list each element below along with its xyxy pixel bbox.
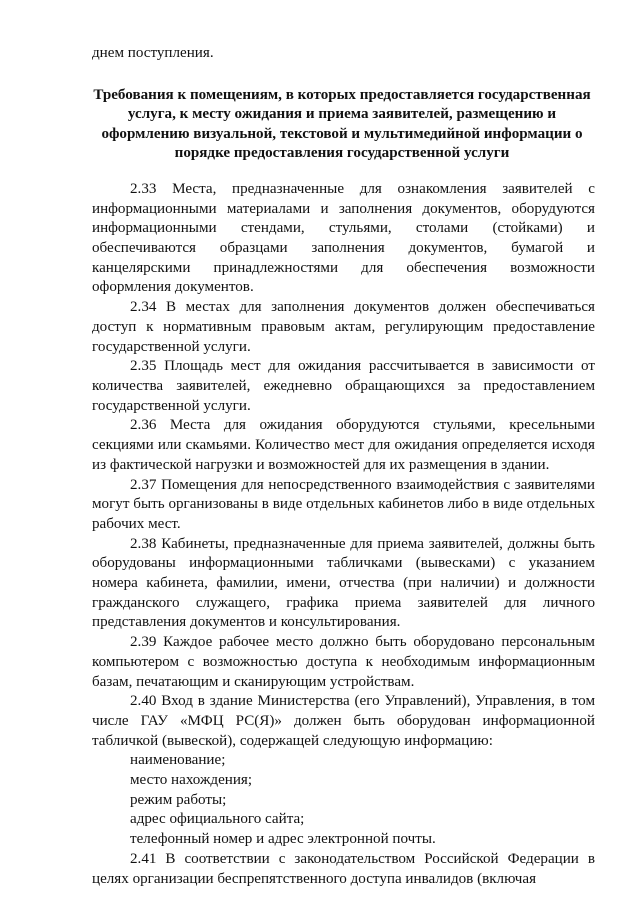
- list-item: наименование;: [130, 752, 226, 769]
- continuation-text: днем поступления.: [92, 45, 214, 61]
- list-item: режим работы;: [130, 791, 227, 808]
- paragraph-2-39: 2.39 Каждое рабочее место должно быть оборудовано персональным компьютером с возможностью доступа к необходимым информационным базам, печатающим и сканирующим устройствам.: [92, 634, 595, 690]
- paragraph-2-37: 2.37 Помещения для непосредственного взаимодействия с заявителями могут быть организованы в виде отдельных кабинетов либо в виде отдельных рабочих мест.: [92, 476, 595, 532]
- list-item: адрес официального сайта;: [130, 811, 305, 828]
- paragraph-2-34: 2.34 В местах для заполнения документов должен обеспечиваться доступ к нормативным правовым актам, регулирующим предоставление государственной услуги.: [92, 299, 595, 355]
- section-title: Требования к помещениям, в которых предоставляется государственная услуга, к месту ожидания и приема заявителей, размещению и оформлению визуальной, текстовой и мультимедийной информации о порядке предоставления государственной услуги: [93, 86, 591, 162]
- info-list: [92, 751, 595, 850]
- list-item: телефонный номер и адрес электронной почты.: [130, 831, 436, 848]
- paragraph-2-36: 2.36 Места для ожидания оборудуются стульями, кресельными секциями или скамьями. Количество мест для ожидания определяется исходя из фактической нагрузки и возможностей для их размещения в здании.: [92, 417, 595, 473]
- paragraph-2-35: 2.35 Площадь мест для ожидания рассчитывается в зависимости от количества заявителей, ежедневно обращающихся за предоставлением государственной услуги.: [92, 358, 595, 414]
- list-item: место нахождения;: [130, 772, 253, 789]
- paragraph-2-33: 2.33 Места, предназначенные для ознакомления заявителей с информационными материалами и заполнения документов, оборудуются информационными стендами, стульями, столами (стойками) и обеспечиваются образцами заполнения документов, бумагой и канцелярскими принадлежностями для обеспечения возможности оформления документов.: [92, 180, 595, 296]
- paragraph-2-40: 2.40 Вход в здание Министерства (его Управлений), Управления, в том числе ГАУ «МФЦ РС(Я)» должен быть оборудован информационной табличкой (вывеской), содержащей следующую информацию:: [92, 693, 595, 749]
- paragraph-2-38: 2.38 Кабинеты, предназначенные для приема заявителей, должны быть оборудованы информационными табличками (вывесками) с указанием номера кабинета, фамилии, имени, отчества (при наличии) и должности гражданского служащего, графика приема заявителей для личного представления документов и консультирования.: [92, 535, 595, 631]
- paragraph-2-41: 2.41 В соответствии с законодательством Российской Федерации в целях организации беспрепятственного доступа инвалидов (включая: [92, 850, 595, 887]
